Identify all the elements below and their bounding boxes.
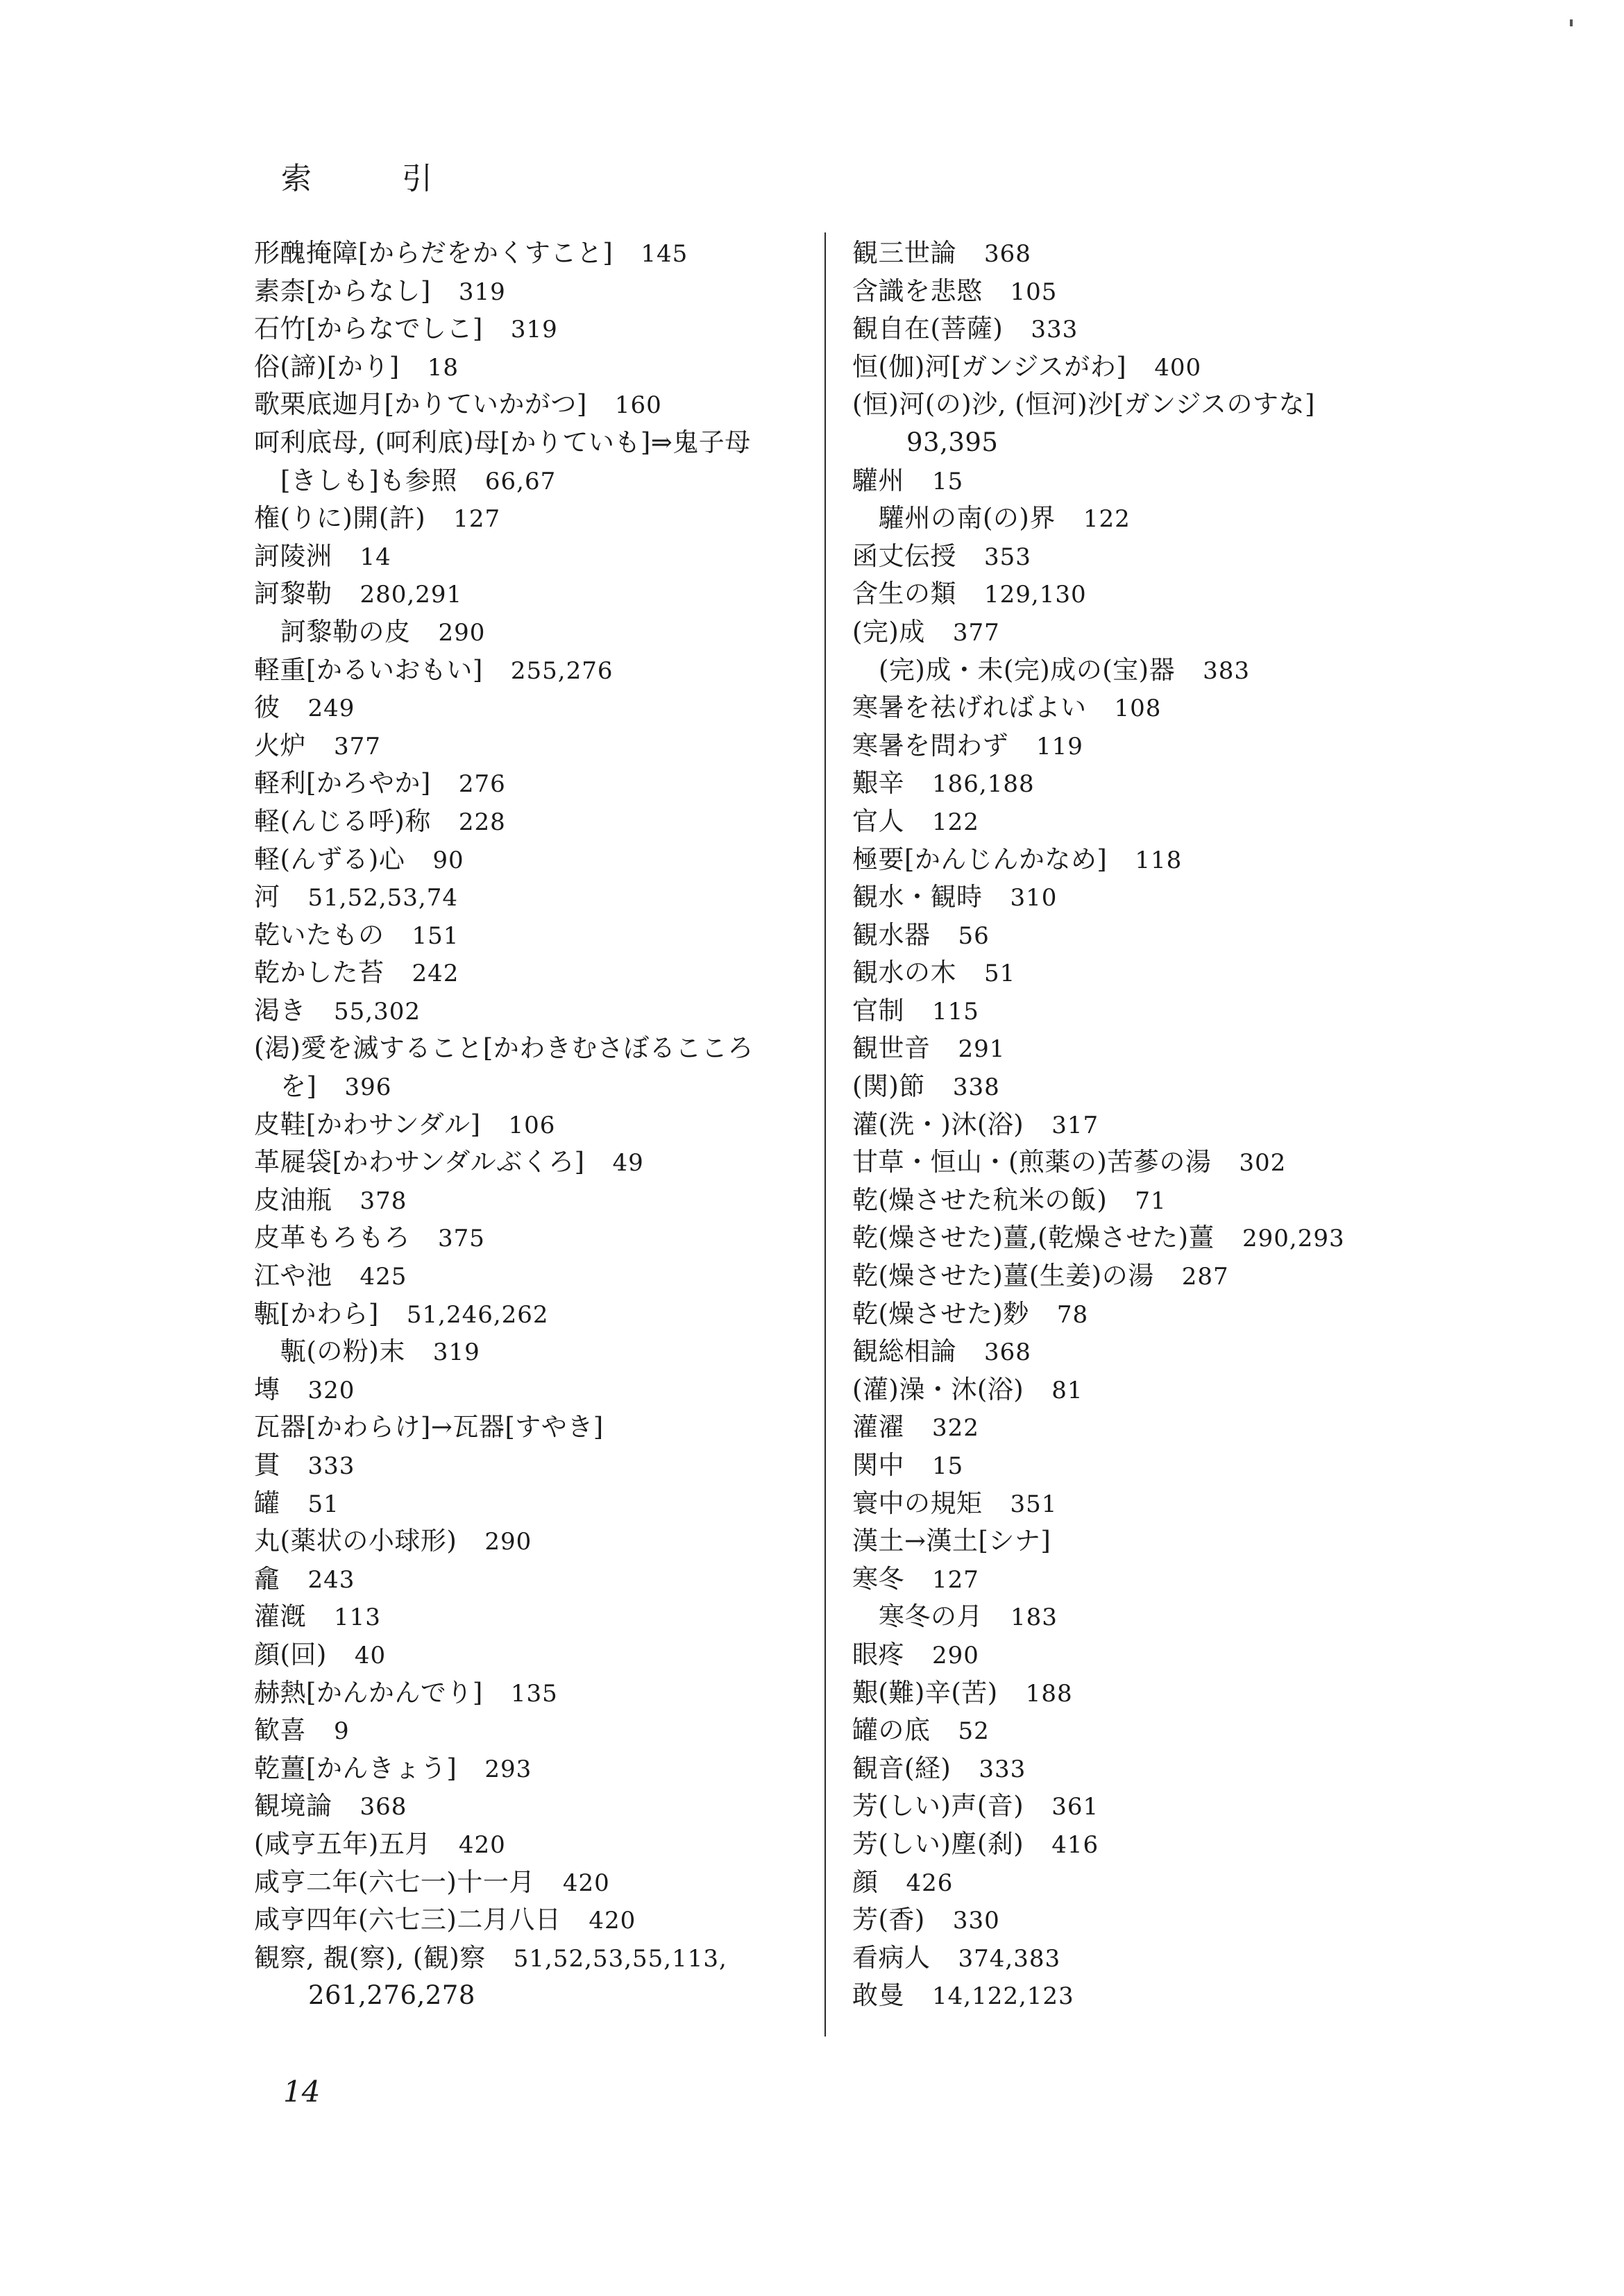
index-page-refs: 122	[932, 808, 979, 836]
index-term: 灌濯	[852, 1412, 904, 1443]
index-entry	[254, 1182, 809, 1220]
index-term: 乾(燥させた)薑,(乾燥させた)薑	[852, 1223, 1215, 1253]
index-entry	[254, 1333, 809, 1371]
index-entry	[254, 235, 809, 273]
index-entry	[852, 1371, 1449, 1409]
index-term: [きしも]も参照	[280, 465, 457, 495]
index-entry	[254, 462, 809, 500]
index-term: 寒冬	[852, 1563, 904, 1594]
index-page-refs: 40	[354, 1641, 387, 1669]
index-term: 観三世論	[852, 238, 956, 268]
index-entry	[852, 1068, 1449, 1106]
index-page-refs: 51,52,53,74	[307, 884, 458, 912]
index-entry	[852, 1333, 1449, 1371]
index-term: 寒暑を問わず	[852, 730, 1008, 760]
index-page-refs: 228	[458, 808, 506, 836]
scan-speck	[1570, 19, 1573, 26]
index-entry	[852, 1106, 1449, 1144]
index-entry	[852, 1485, 1449, 1523]
index-page-refs: 122	[1083, 505, 1131, 534]
index-entry	[852, 1143, 1449, 1182]
index-term: 官制	[852, 995, 904, 1026]
index-page-refs: 368	[984, 240, 1031, 268]
index-page-refs: 291	[958, 1035, 1006, 1064]
index-page-refs: 55,302	[334, 997, 421, 1026]
index-term: 漢土→漢土[シナ]	[852, 1526, 1051, 1556]
index-term: 咸亨四年(六七三)二月八日	[254, 1905, 561, 1935]
index-entry	[852, 613, 1449, 652]
index-page-refs: 243	[307, 1565, 355, 1594]
index-page-refs: 420	[589, 1907, 636, 1935]
index-entry	[254, 613, 809, 652]
index-page-refs: 290,293	[1242, 1225, 1345, 1253]
index-term: 含生の類	[852, 579, 956, 609]
index-term: 観総相論	[852, 1336, 956, 1367]
index-entry	[852, 917, 1449, 955]
index-page-refs: 242	[412, 960, 459, 988]
index-page-refs: 9	[334, 1717, 350, 1746]
index-entry	[852, 803, 1449, 841]
index-term: 顔	[852, 1866, 879, 1897]
index-entry	[254, 1257, 809, 1295]
index-page-refs: 319	[458, 278, 506, 306]
index-entry	[254, 1939, 809, 1978]
index-entry	[852, 1750, 1449, 1788]
index-entry	[852, 424, 1449, 462]
index-term: 訶黎勒	[254, 579, 332, 609]
index-page-refs: 15	[932, 1452, 964, 1480]
index-entry	[254, 575, 809, 613]
index-page-refs: 276	[458, 770, 506, 799]
index-page-refs: 310	[1010, 884, 1058, 912]
index-term: 官人	[852, 806, 904, 836]
index-entry	[852, 1295, 1449, 1334]
index-page-refs: 293	[484, 1755, 532, 1783]
index-term: 呵利底母, (呵利底)母[かりていも]⇒鬼子母	[254, 427, 751, 457]
index-entry	[254, 1977, 809, 2015]
index-entry	[852, 1219, 1449, 1257]
index-page-refs: 333	[979, 1755, 1026, 1783]
index-term: 看病人	[852, 1942, 931, 1973]
index-entry	[852, 1409, 1449, 1447]
index-entry	[254, 1826, 809, 1864]
index-entry	[852, 841, 1449, 879]
index-entry	[254, 689, 809, 727]
index-page-refs: 49	[612, 1149, 644, 1177]
index-page-refs: 319	[510, 316, 558, 344]
index-page-refs: 108	[1114, 695, 1162, 723]
index-entry	[254, 954, 809, 992]
index-page-refs: 51	[984, 960, 1016, 988]
index-term: 素柰[からなし]	[254, 275, 431, 306]
index-entry	[852, 1712, 1449, 1750]
index-term: (恒)河(の)沙, (恒河)沙[ガンジスのすな]	[852, 389, 1315, 420]
index-page-refs: 51,246,262	[406, 1300, 549, 1329]
index-term: 寒暑を祛げればよい	[852, 692, 1087, 723]
index-term: 火炉	[254, 730, 306, 760]
index-entry	[254, 1106, 809, 1144]
index-term: 乾薑[かんきょう]	[254, 1753, 457, 1783]
index-entry	[254, 348, 809, 386]
index-entry	[852, 538, 1449, 576]
index-term: 乾いたもの	[254, 919, 384, 950]
index-entry	[254, 1864, 809, 1902]
index-page-refs: 333	[1031, 316, 1079, 344]
index-page-refs: 66,67	[484, 467, 557, 495]
index-page-refs: 319	[432, 1338, 480, 1367]
index-entry	[852, 954, 1449, 992]
index-entry	[852, 386, 1449, 424]
index-page-refs: 151	[412, 921, 459, 950]
index-entry	[254, 1787, 809, 1826]
index-term: 赫熱[かんかんでり]	[254, 1677, 483, 1708]
index-entry	[254, 841, 809, 879]
index-term: 甎(の粉)末	[280, 1336, 405, 1367]
index-term: 形醜掩障[からだをかくすこと]	[254, 238, 614, 268]
index-entry	[254, 1295, 809, 1334]
page-number: 14	[283, 2075, 321, 2109]
index-entry	[254, 1030, 809, 1068]
index-term: 寒冬の月	[879, 1601, 983, 1632]
index-term: 歓喜	[254, 1715, 306, 1746]
index-page-refs: 81	[1051, 1376, 1083, 1404]
index-term: 軽(んじる呼)称	[254, 806, 431, 836]
index-page-refs: 420	[562, 1869, 610, 1897]
index-entry	[254, 273, 809, 311]
index-term: 函丈伝授	[852, 541, 956, 571]
column-divider	[824, 232, 826, 2036]
index-term: 皮鞋[かわサンダル]	[254, 1109, 481, 1139]
index-entry	[254, 1712, 809, 1750]
index-term: 訶黎勒の皮	[280, 616, 411, 647]
index-page-refs: 383	[1203, 656, 1251, 685]
index-page-refs: 280,291	[360, 581, 463, 609]
index-entry	[254, 538, 809, 576]
index-page-refs: 14	[360, 543, 391, 571]
index-entry	[254, 765, 809, 803]
index-page-refs: 52	[958, 1717, 990, 1746]
index-page-refs: 118	[1135, 846, 1183, 874]
index-entry	[852, 1901, 1449, 1939]
index-entry	[254, 652, 809, 690]
index-term: 驩州の南(の)界	[879, 503, 1056, 534]
index-page-refs: 302	[1239, 1149, 1287, 1177]
index-page-refs: 186,188	[932, 770, 1035, 799]
index-term: 軽利[かろやか]	[254, 768, 431, 799]
index-entry	[254, 1409, 809, 1447]
index-page-refs: 255,276	[510, 656, 614, 685]
index-term: 観自在(菩薩)	[852, 314, 1004, 344]
index-page-refs: 426	[906, 1869, 954, 1897]
index-entry	[254, 424, 809, 462]
index-term: 乾(燥させた秔米の飯)	[852, 1184, 1108, 1215]
index-page-refs: 333	[307, 1452, 355, 1480]
index-entry	[254, 1447, 809, 1485]
index-page-refs: 145	[641, 240, 688, 268]
index-page-refs: 290	[484, 1528, 532, 1556]
index-page-refs: 377	[952, 618, 1000, 647]
page-heading: 索 引	[281, 161, 473, 196]
index-page-refs: 127	[932, 1565, 979, 1594]
index-term: 河	[254, 882, 280, 912]
index-entry	[852, 235, 1449, 273]
index-page-refs: 160	[614, 391, 662, 420]
index-page-refs: 338	[952, 1073, 1000, 1102]
index-page-refs: 115	[932, 997, 979, 1026]
index-term: 芳(香)	[852, 1905, 925, 1935]
index-entry	[254, 1561, 809, 1599]
index-term: 甎[かわら]	[254, 1298, 379, 1329]
index-term: 咸亨二年(六七一)十一月	[254, 1866, 535, 1897]
index-entry	[852, 348, 1449, 386]
index-term: 観察, 覩(察), (観)察	[254, 1942, 486, 1973]
index-page-refs: 290	[438, 618, 486, 647]
index-term: 驩州	[852, 465, 904, 495]
index-term: 瓦器[かわらけ]→瓦器[すやき]	[254, 1412, 604, 1443]
index-term: 顔(回)	[254, 1639, 327, 1669]
index-term: 観音(経)	[852, 1753, 951, 1783]
index-term: 観水器	[852, 919, 931, 950]
index-page-refs: 90	[432, 846, 464, 874]
index-term: 丸(薬状の小球形)	[254, 1526, 457, 1556]
index-entry	[852, 992, 1449, 1030]
index-term: 皮油瓶	[254, 1184, 332, 1215]
index-page-refs: 51	[307, 1490, 339, 1518]
index-term: 乾(燥させた)麨	[852, 1298, 1029, 1329]
index-term: 観水・観時	[852, 882, 983, 912]
index-page-refs: 71	[1135, 1187, 1167, 1215]
index-entry	[254, 386, 809, 424]
index-term: 軽(んずる)心	[254, 844, 405, 874]
index-term: 観世音	[852, 1033, 931, 1064]
index-entry	[254, 1219, 809, 1257]
index-page-refs: 119	[1036, 732, 1083, 760]
index-page-refs: 416	[1051, 1830, 1099, 1859]
index-term: 龕	[254, 1563, 280, 1594]
index-term: (咸亨五年)五月	[254, 1828, 431, 1859]
index-term: 観水の木	[852, 958, 956, 988]
index-entry	[852, 1674, 1449, 1712]
index-page-refs: 330	[952, 1907, 1000, 1935]
index-term: 芳(しい)塵(刹)	[852, 1828, 1024, 1859]
index-page-refs: 129,130	[984, 581, 1087, 609]
index-term: 艱(難)辛(苦)	[852, 1677, 998, 1708]
index-term: (渇)愛を滅すること[かわきむさぼるこころ	[254, 1033, 754, 1064]
index-term: 乾かした苔	[254, 958, 384, 988]
index-page-refs: 106	[508, 1111, 556, 1139]
index-entry	[254, 1143, 809, 1182]
index-entry	[852, 1030, 1449, 1068]
index-page-refs: 353	[984, 543, 1031, 571]
index-page-refs: 105	[1010, 278, 1058, 306]
index-page-refs: 18	[427, 353, 459, 382]
index-entry	[852, 652, 1449, 690]
index-page-refs: 188	[1025, 1679, 1073, 1708]
index-page-refs: 56	[958, 921, 990, 950]
index-entry	[254, 1598, 809, 1636]
index-entry	[254, 310, 809, 348]
index-term: 歌栗底迦月[かりていかがつ]	[254, 389, 587, 420]
index-entry	[254, 1522, 809, 1561]
index-term: 訶陵洲	[254, 541, 332, 571]
index-entry	[852, 1939, 1449, 1978]
index-entry	[254, 878, 809, 917]
index-entry	[852, 1826, 1449, 1864]
index-term: 権(りに)開(許)	[254, 503, 426, 534]
index-term: (灌)澡・沐(浴)	[852, 1374, 1024, 1404]
index-entry	[254, 1901, 809, 1939]
index-term: 93,395	[906, 427, 999, 457]
index-page-refs: 425	[360, 1263, 407, 1291]
index-page-refs: 368	[984, 1338, 1031, 1367]
index-term: (関)節	[852, 1071, 925, 1102]
index-entry	[852, 273, 1449, 311]
index-page-refs: 14,122,123	[932, 1982, 1074, 2011]
index-entry	[852, 1864, 1449, 1902]
index-term: 関中	[852, 1450, 904, 1480]
index-entry	[852, 1561, 1449, 1599]
index-entry	[254, 1485, 809, 1523]
index-entry	[852, 575, 1449, 613]
index-entry	[852, 462, 1449, 500]
index-page-refs: 15	[932, 467, 964, 495]
index-page-refs: 400	[1154, 353, 1202, 382]
index-page-refs: 249	[307, 695, 355, 723]
index-column-left	[254, 235, 809, 2015]
index-entry	[254, 917, 809, 955]
index-term: 軽重[かるいおもい]	[254, 654, 483, 685]
index-page-refs: 127	[453, 505, 501, 534]
index-entry	[852, 1447, 1449, 1485]
index-entry	[852, 1182, 1449, 1220]
index-term: 罐の底	[852, 1715, 931, 1746]
index-term: 罐	[254, 1488, 280, 1518]
index-entry	[254, 1371, 809, 1409]
index-term: 革屣袋[かわサンダルぶくろ]	[254, 1147, 585, 1177]
index-term: 恒(伽)河[ガンジスがわ]	[852, 351, 1127, 382]
index-page-refs: 374,383	[958, 1944, 1061, 1973]
index-term: 艱辛	[852, 768, 904, 799]
index-entry	[852, 1787, 1449, 1826]
index-page-refs: 317	[1051, 1111, 1099, 1139]
index-entry	[852, 1977, 1449, 2015]
index-term: 観境論	[254, 1791, 332, 1821]
index-term: 俗(諦)[かり]	[254, 351, 400, 382]
index-page-refs: 113	[334, 1604, 381, 1632]
index-entry	[852, 310, 1449, 348]
index-page-refs: 420	[458, 1830, 506, 1859]
index-term: 眼疼	[852, 1639, 904, 1669]
index-term: 彼	[254, 692, 280, 723]
index-entry	[254, 992, 809, 1030]
index-entry	[254, 500, 809, 538]
index-term: 渇き	[254, 995, 306, 1026]
index-page-refs: 378	[360, 1187, 407, 1215]
index-entry	[852, 689, 1449, 727]
index-term: 皮革もろもろ	[254, 1223, 410, 1253]
index-term: 敢曼	[852, 1980, 904, 2011]
index-entry	[852, 727, 1449, 765]
index-term: 塼	[254, 1374, 280, 1404]
index-column-right	[852, 235, 1449, 2015]
index-term: 灌漑	[254, 1601, 306, 1632]
index-term: 寰中の規矩	[852, 1488, 983, 1518]
index-page-refs: 78	[1056, 1300, 1089, 1329]
index-page-refs: 183	[1010, 1604, 1058, 1632]
index-entry	[852, 1257, 1449, 1295]
index-page-refs: 368	[360, 1793, 407, 1821]
index-page-refs: 322	[932, 1414, 979, 1443]
index-entry	[852, 1522, 1449, 1561]
index-entry	[852, 500, 1449, 538]
index-term: 乾(燥させた)薑(生姜)の湯	[852, 1261, 1154, 1291]
index-entry	[254, 1636, 809, 1674]
index-term: 甘草・恒山・(煎薬の)苦蔘の湯	[852, 1147, 1212, 1177]
index-page-refs: 135	[510, 1679, 558, 1708]
index-entry	[254, 1674, 809, 1712]
index-term: 貫	[254, 1450, 280, 1480]
index-term: 含識を悲愍	[852, 275, 983, 306]
index-term: 灌(洗・)沐(浴)	[852, 1109, 1024, 1139]
index-entry	[254, 803, 809, 841]
index-entry	[254, 727, 809, 765]
index-page-refs: 51,52,53,55,113,	[513, 1944, 727, 1973]
index-entry	[852, 1636, 1449, 1674]
index-entry	[254, 1750, 809, 1788]
index-term: を]	[280, 1071, 317, 1102]
index-page-refs: 377	[334, 732, 381, 760]
index-term: 芳(しい)声(音)	[852, 1791, 1024, 1821]
index-entry	[852, 1598, 1449, 1636]
index-term: 極要[かんじんかなめ]	[852, 844, 1108, 874]
index-entry	[852, 765, 1449, 803]
index-term: 江や池	[254, 1261, 332, 1291]
index-page-refs: 320	[307, 1376, 355, 1404]
index-page-refs: 290	[932, 1641, 979, 1669]
index-term: (完)成	[852, 616, 925, 647]
index-page-refs: 287	[1181, 1263, 1229, 1291]
index-page-refs: 351	[1010, 1490, 1058, 1518]
index-page-refs: 396	[344, 1073, 392, 1102]
index-term: 石竹[からなでしこ]	[254, 314, 483, 344]
index-page-refs: 375	[438, 1225, 485, 1253]
index-page-refs: 361	[1051, 1793, 1099, 1821]
index-entry	[852, 878, 1449, 917]
index-term: 261,276,278	[308, 1980, 475, 2011]
index-term: (完)成・未(完)成の(宝)器	[879, 654, 1176, 685]
index-entry	[254, 1068, 809, 1106]
